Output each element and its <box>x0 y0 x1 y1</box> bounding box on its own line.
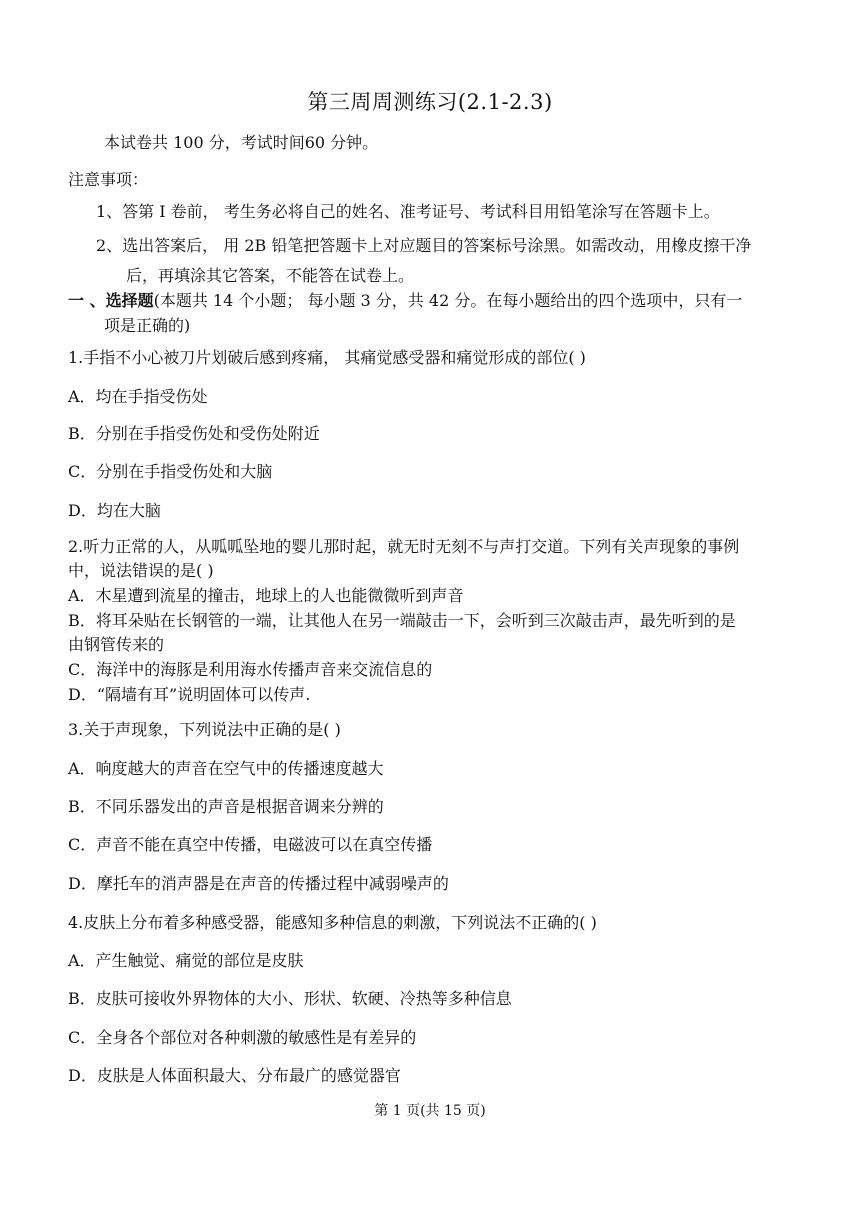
note-item-1: 1、答第 I 卷前， 考生务必将自己的姓名、准考证号、考试科目用铅笔涂写在答题卡上。 <box>96 202 720 221</box>
section-heading <box>68 291 742 311</box>
q1-option-a: A．均在手指受伤处 <box>68 387 208 406</box>
section-desc-line2: 项是正确的) <box>104 316 191 335</box>
q1-option-b: B．分别在手指受伤处和受伤处附近 <box>68 424 320 443</box>
q2-option-b-line2: 由钢管传来的 <box>68 635 165 654</box>
q2-stem-line1: 2.听力正常的人，从呱呱坠地的婴儿那时起，就无时无刻不与声打交道。下列有关声现象的事例 <box>68 537 740 556</box>
q4-option-b: B．皮肤可接收外界物体的大小、形状、软硬、冷热等多种信息 <box>68 989 512 1008</box>
q3-option-a: A．响度越大的声音在空气中的传播速度越大 <box>68 759 384 778</box>
q1-option-d: D．均在大脑 <box>68 501 161 520</box>
exam-title: 第三周周测练习(2.1-2.3) <box>307 90 553 114</box>
q1-option-c: C．分别在手指受伤处和大脑 <box>68 462 273 481</box>
q3-option-b: B．不同乐器发出的声音是根据音调来分辨的 <box>68 797 384 816</box>
page-footer: 第 1 页(共 15 页) <box>374 1103 486 1119</box>
q4-option-c: C．全身各个部位对各种刺激的敏感性是有差异的 <box>68 1028 417 1047</box>
notes-heading: 注意事项： <box>68 170 149 189</box>
section-desc: (本题共 14 个小题； 每小题 3 分，共 42 分。在每小题给出的四个选项中，只有一 <box>153 291 743 310</box>
section-number: 一 、 <box>68 291 106 310</box>
q2-option-a: A．木星遭到流星的撞击，地球上的人也能微微听到声音 <box>68 586 464 605</box>
exam-intro: 本试卷共 100 分，考试时间60 分钟。 <box>104 133 379 152</box>
q2-option-b-line1: B．将耳朵贴在长钢管的一端，让其他人在另一端敲击一下，会听到三次敲击声，最先听到的是 <box>68 611 736 630</box>
q3-option-d: D．摩托车的消声器是在声音的传播过程中减弱噪声的 <box>68 874 449 893</box>
q3-stem: 3.关于声现象，下列说法中正确的是( ) <box>68 720 341 739</box>
q1-stem: 1.手指不小心被刀片划破后感到疼痛， 其痛觉感受器和痛觉形成的部位( ) <box>68 348 586 367</box>
q2-stem-line2: 中，说法错误的是( ) <box>68 561 214 580</box>
q4-option-a: A．产生触觉、痛觉的部位是皮肤 <box>68 951 304 970</box>
q2-option-d: D．“隔墙有耳”说明固体可以传声. <box>68 685 311 704</box>
note-item-2-line1: 2、选出答案后， 用 2B 铅笔把答题卡上对应题目的答案标号涂黑。如需改动，用橡皮擦干净 <box>96 236 752 255</box>
section-name: 选择题 <box>105 291 154 310</box>
note-item-2-line2: 后，再填涂其它答案，不能答在试卷上。 <box>126 266 415 285</box>
q3-option-c: C．声音不能在真空中传播，电磁波可以在真空传播 <box>68 835 433 854</box>
q2-option-c: C．海洋中的海豚是利用海水传播声音来交流信息的 <box>68 660 433 679</box>
q4-stem: 4.皮肤上分布着多种感受器，能感知多种信息的刺激，下列说法不正确的( ) <box>68 913 597 932</box>
q4-option-d: D．皮肤是人体面积最大、分布最广的感觉器官 <box>68 1066 401 1085</box>
